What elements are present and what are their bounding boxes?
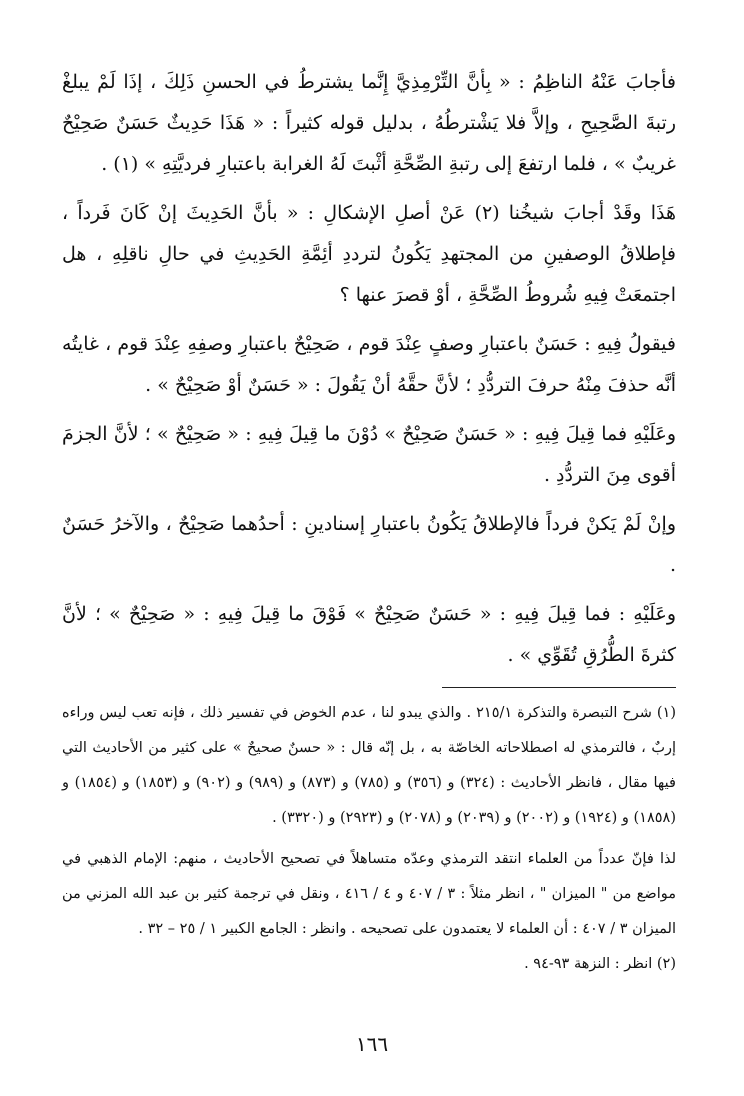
footnote-divider xyxy=(442,687,676,688)
paragraph-6: وعَلَيْهِ : فما قِيلَ فِيهِ : « حَسَنٌ صَحِيْحٌ » فَوْقَ ما قِيلَ فِيهِ : « صَحِيْحٌ » ؛ لأنَّ كثرةَ الطُّرُقِ تُقَوِّي » . xyxy=(62,603,676,666)
paragraph-1: فأجابَ عَنْهُ الناظِمُ : « بِأنَّ التِّرْمِذِيَّ إِنَّما يشترطُ في الحسنِ ذَلِكَ ، إذَا لَمْ يبلغْ رتبةَ الصَّحِيحِ ، وإلاَّ فلا يَشْترطُهُ ، بدليل قوله كثيراً : « هَذَا حَدِيثٌ حَسَنٌ صَحِيْحٌ غريبٌ » ، فلما ارتفعَ إلى رتبةِ الصِّحَّةِ أثْبتَ لَهُ الغرابة باعتبارِ فرديَّتِهِ » (١) . xyxy=(62,71,676,175)
footnotes xyxy=(62,696,676,982)
page-number: ١٦٦ xyxy=(355,1032,389,1056)
footnote-1: (١) شرح التبصرة والتذكرة ٢١٥/١ . والذي يبدو لنا ، عدم الخوض في تفسير ذلك ، فإنه تعب ليس وراءه إربٌ ، فالترمذي له اصطلاحاته الخاصّة به ، بل إنّه قال : « حسنٌ صحيحٌ » على كثير من الأحاديث التي فيها مقال ، فانظر الأحاديث : (٣٢٤) و (٣٥٦) و (٧٨٥) و (٨٧٣) و (٩٨٩) و (٩٠٢) و (١٨٥٣) و (١٨٥٤) و (١٨٥٨) و (١٩٢٤) و (٢٠٠٢) و (٢٠٣٩) و (٢٠٧٨) و (٢٩٢٣) و (٣٣٢٠) . xyxy=(62,705,676,826)
footnote-2: (٢) انظر : النزهة ٩٣-٩٤ . xyxy=(524,956,676,972)
main-text xyxy=(62,62,676,676)
paragraph-3: فيقولُ فِيهِ : حَسَنٌ باعتبارِ وصفٍ عِنْدَ قوم ، صَحِيْحٌ باعتبارِ وصفِهِ عِنْدَ قوم ، غايتُه أنَّه حذفَ مِنْهُ حرفَ التردُّدِ ؛ لأنَّ حقَّهُ أنْ يَقُولَ : « حَسَنٌ أوْ صَحِيْحٌ » . xyxy=(62,333,676,396)
paragraph-4: وعَلَيْهِ فما قِيلَ فِيهِ : « حَسَنٌ صَحِيْحٌ » دُوْنَ ما قِيلَ فِيهِ : « صَحِيْحٌ » ؛ لأنَّ الجزمَ أقوى مِنَ التردُّدِ . xyxy=(62,423,676,486)
paragraph-5: وإنْ لَمْ يَكنْ فرداً فالإطلاقُ يَكُونُ باعتبارِ إسنادينِ : أحدُهما صَحِيْحٌ ، والآخرُ حَسَنٌ . xyxy=(62,513,676,576)
footnote-1-continued: لذا فإنّ عدداً من العلماء انتقد الترمذي وعدّه متساهلاً في تصحيح الأحاديث ، منهم: الإمام الذهبي في مواضع من " الميزان " ، انظر مثلاً : ٣ / ٤٠٧ و ٤ / ٤١٦ ، ونقل في ترجمة كثير بن عبد الله المزني من الميزان ٣ / ٤٠٧ : أن العلماء لا يعتمدون على تصحيحه . وانظر : الجامع الكبير ١ / ٢٥ – ٣٢ . xyxy=(62,851,676,937)
paragraph-2: هَذَا وقَدْ أجابَ شيخُنا (٢) عَنْ أصلِ الإشكالِ : « بأنَّ الحَدِيثَ إنْ كَانَ فَرداً ، فإطلاقُ الوصفينِ من المجتهدِ يَكُونُ لترددِ أئِمَّةِ الحَدِيثِ في حالِ ناقلِهِ ، هل اجتمعَتْ فِيهِ شُروطُ الصِّحَّةِ ، أوْ قصرَ عنها ؟ xyxy=(62,202,676,306)
